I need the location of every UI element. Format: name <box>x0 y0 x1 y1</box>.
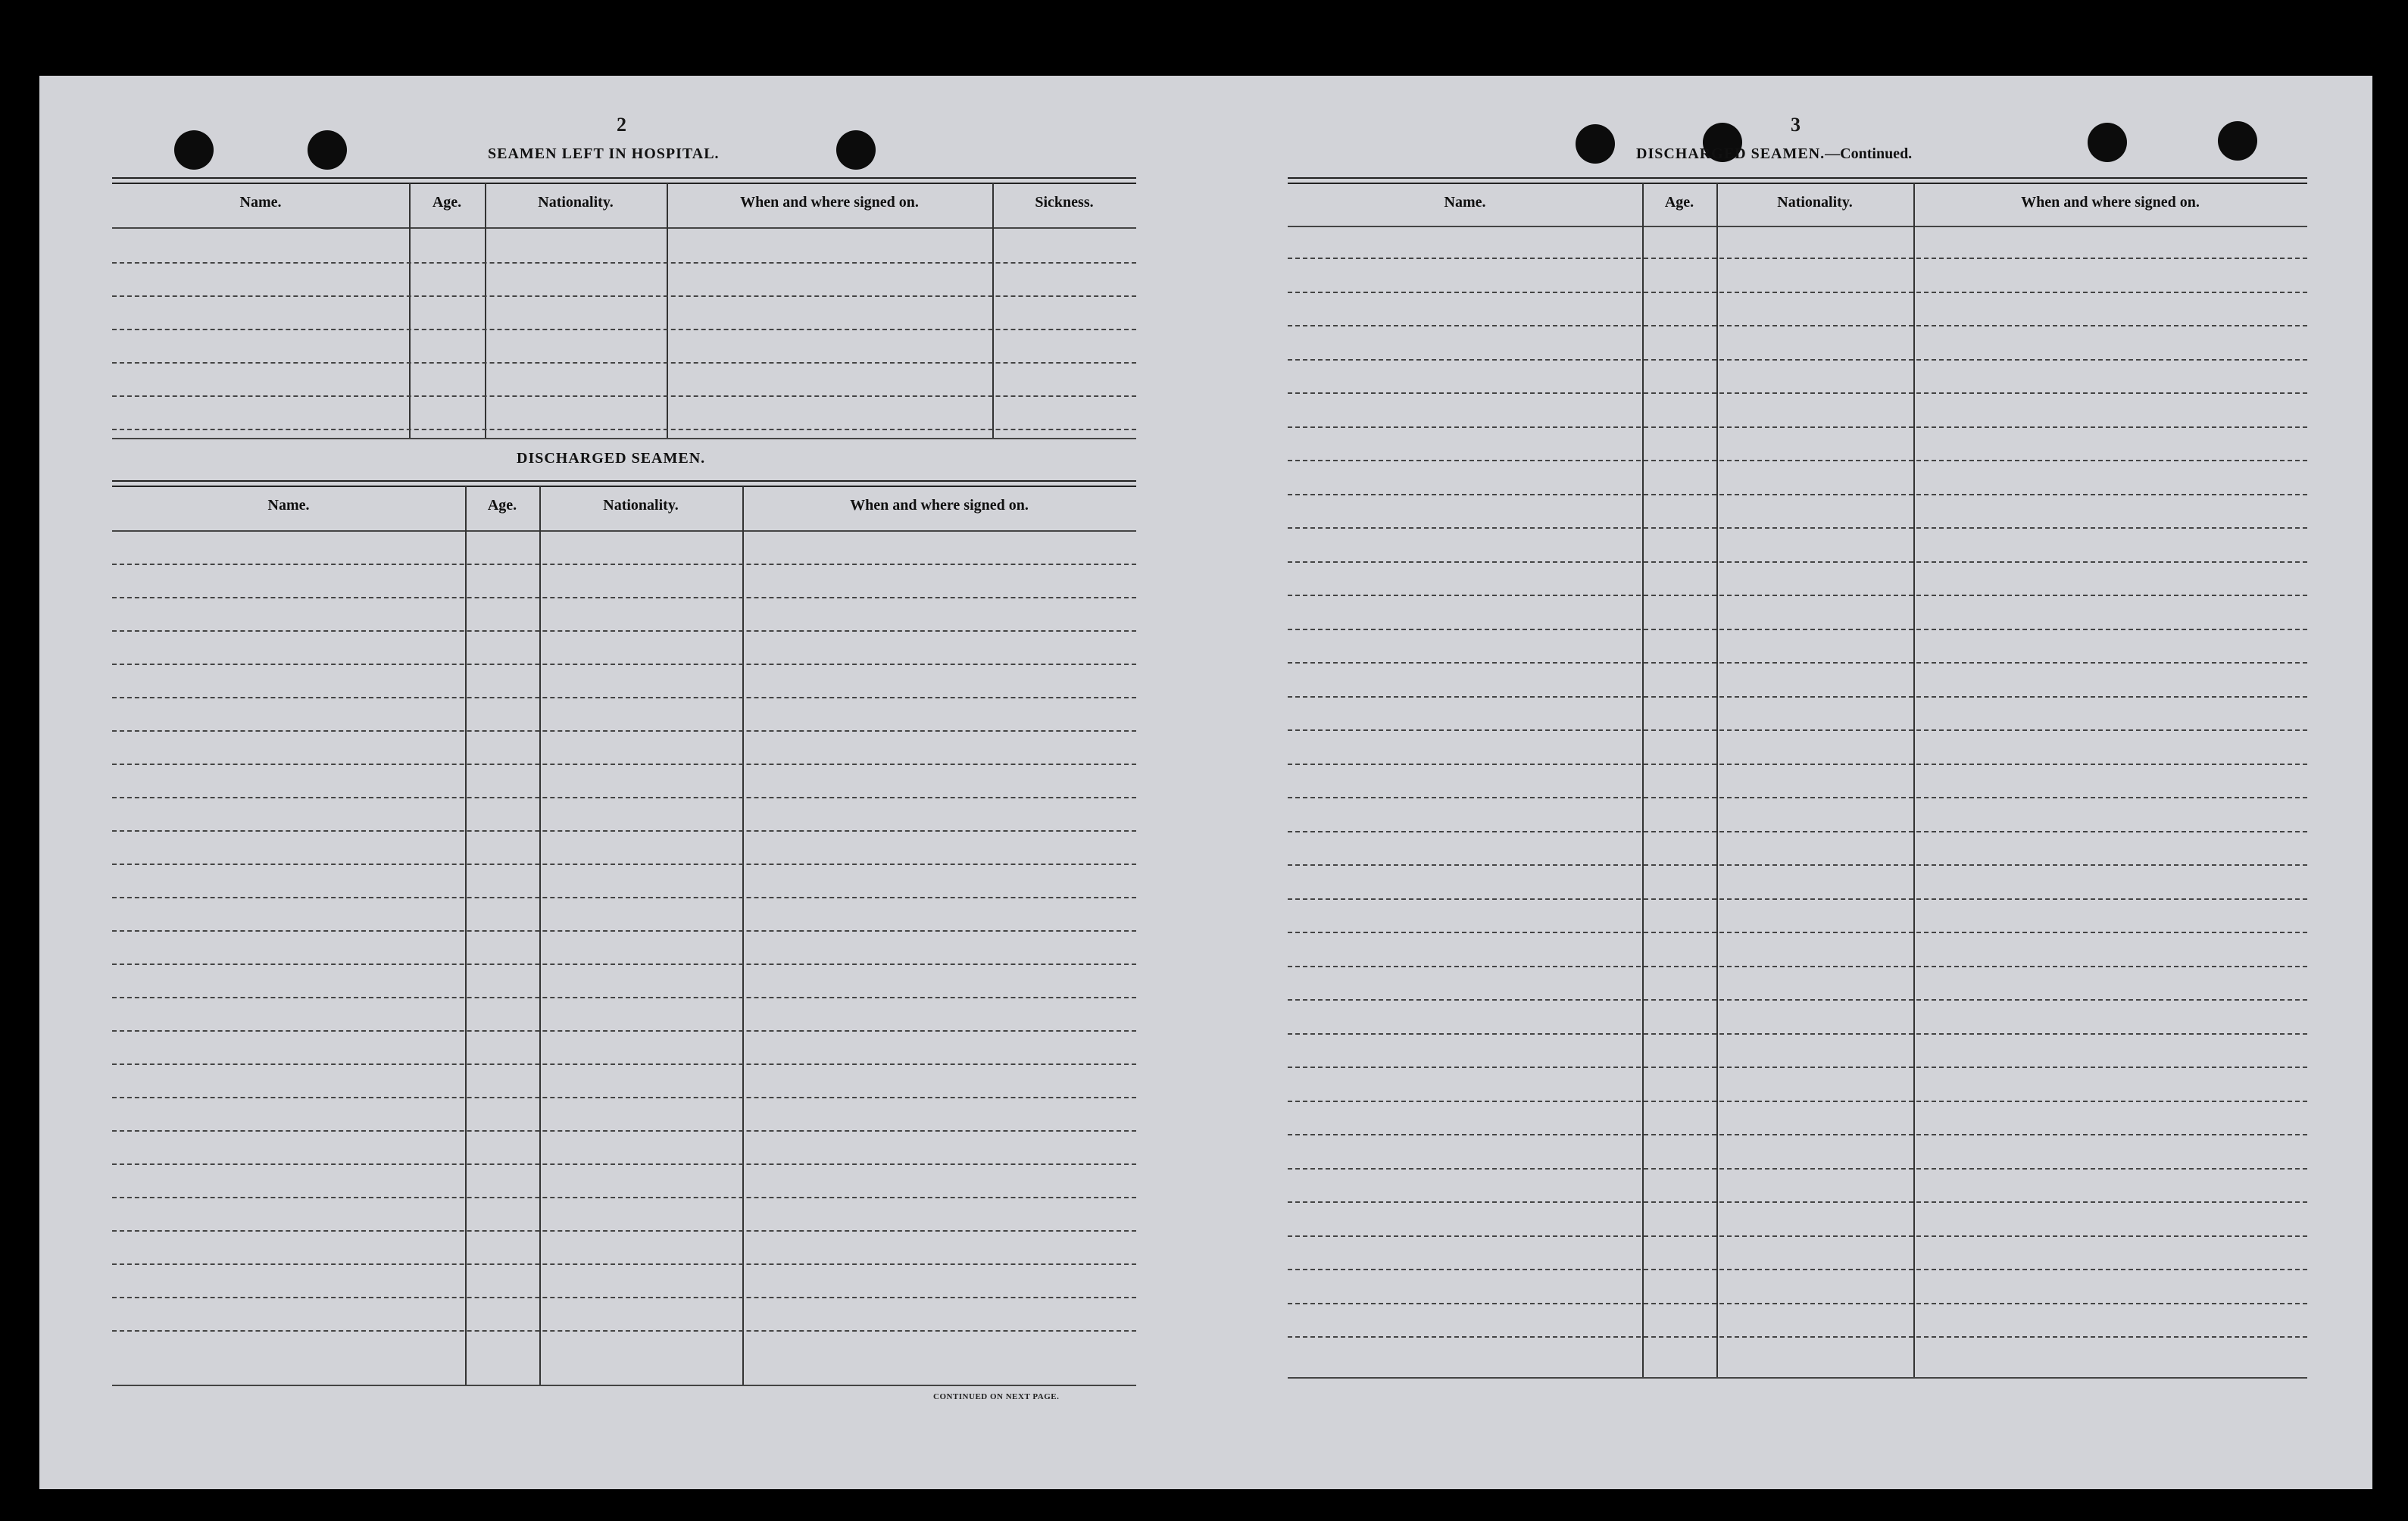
column-divider <box>465 486 467 1385</box>
table-row <box>1288 1033 2307 1035</box>
table-row <box>112 797 1136 798</box>
hospital-section-title: SEAMEN LEFT IN HOSPITAL. <box>488 145 720 162</box>
table-row <box>112 730 1136 732</box>
table-row <box>1288 1067 2307 1068</box>
column-header: Nationality. <box>1777 194 1853 211</box>
table-row <box>112 564 1136 565</box>
rule <box>112 480 1136 482</box>
punch-hole <box>2218 121 2257 161</box>
table-row <box>1288 1134 2307 1135</box>
table-row <box>1288 999 2307 1001</box>
rule <box>1288 183 2307 184</box>
table-row <box>112 1297 1136 1298</box>
table-row <box>112 764 1136 765</box>
column-header: Age. <box>432 194 462 211</box>
column-header: Name. <box>267 497 310 514</box>
table-row <box>1288 595 2307 596</box>
table-row <box>112 897 1136 898</box>
rule <box>1288 177 2307 179</box>
table-row <box>112 1097 1136 1098</box>
table-row <box>1288 797 2307 798</box>
table-row <box>112 1330 1136 1332</box>
column-divider <box>409 183 411 438</box>
column-header: Name. <box>1444 194 1486 211</box>
table-row <box>112 362 1136 364</box>
column-divider <box>1642 183 1644 1377</box>
table-row <box>112 429 1136 430</box>
table-row <box>1288 561 2307 563</box>
column-header: Sickness. <box>1035 194 1094 211</box>
column-divider <box>1913 183 1915 1377</box>
table-bottom-rule <box>112 438 1136 439</box>
table-row <box>112 997 1136 998</box>
continued-suffix: —Continued. <box>1825 145 1913 162</box>
continued-section-title <box>1636 145 1912 163</box>
column-header: Age. <box>487 497 517 514</box>
table-row <box>1288 258 2307 259</box>
continued-note: CONTINUED ON NEXT PAGE. <box>933 1392 1060 1401</box>
table-row <box>1288 359 2307 361</box>
table-row <box>1288 629 2307 630</box>
table-row <box>1288 460 2307 461</box>
column-divider <box>742 486 744 1385</box>
table-row <box>112 1063 1136 1065</box>
punch-hole <box>174 130 214 170</box>
table-row <box>1288 1303 2307 1304</box>
header-rule <box>112 530 1136 532</box>
table-row <box>112 395 1136 397</box>
table-row <box>112 864 1136 865</box>
table-row <box>112 1197 1136 1198</box>
table-row <box>112 964 1136 965</box>
table-row <box>1288 1336 2307 1338</box>
page-number: 3 <box>1791 114 1801 136</box>
table-row <box>112 1163 1136 1165</box>
document-sheet <box>39 76 2372 1489</box>
table-row <box>1288 932 2307 933</box>
table-row <box>112 1230 1136 1232</box>
column-header: Name. <box>239 194 282 211</box>
table-row <box>1288 696 2307 698</box>
table-row <box>112 930 1136 932</box>
table-row <box>112 664 1136 665</box>
rule <box>112 177 1136 179</box>
rule <box>112 486 1136 487</box>
table-row <box>1288 1201 2307 1203</box>
table-row <box>112 1130 1136 1132</box>
table-row <box>112 1263 1136 1265</box>
column-divider <box>992 183 994 438</box>
table-row <box>1288 292 2307 293</box>
column-header: Age. <box>1664 194 1694 211</box>
table-row <box>112 597 1136 598</box>
table-row <box>1288 494 2307 495</box>
table-row <box>112 630 1136 632</box>
column-header: When and where signed on. <box>740 194 919 211</box>
column-divider <box>539 486 541 1385</box>
table-row <box>1288 392 2307 394</box>
table-row <box>112 262 1136 264</box>
page-number: 2 <box>617 114 626 136</box>
punch-hole <box>308 130 347 170</box>
table-row <box>1288 729 2307 731</box>
column-divider <box>1716 183 1718 1377</box>
rule <box>112 183 1136 184</box>
table-row <box>1288 898 2307 900</box>
table-row <box>112 1030 1136 1032</box>
table-row <box>112 329 1136 330</box>
discharged-section-title: DISCHARGED SEAMEN. <box>517 450 706 467</box>
header-rule <box>112 227 1136 229</box>
column-divider <box>485 183 486 438</box>
punch-hole <box>836 130 876 170</box>
table-row <box>1288 864 2307 866</box>
table-row <box>1288 426 2307 428</box>
table-row <box>1288 527 2307 529</box>
table-row <box>112 697 1136 698</box>
header-rule <box>1288 226 2307 227</box>
table-row <box>1288 831 2307 832</box>
table-row <box>1288 764 2307 765</box>
table-row <box>112 830 1136 832</box>
table-row <box>1288 1168 2307 1170</box>
table-row <box>1288 1235 2307 1237</box>
table-bottom-rule <box>112 1385 1136 1386</box>
punch-hole <box>2088 123 2127 162</box>
column-header: When and where signed on. <box>2021 194 2200 211</box>
punch-hole <box>1576 124 1615 164</box>
column-header: Nationality. <box>538 194 614 211</box>
table-row <box>112 295 1136 297</box>
table-row <box>1288 1101 2307 1102</box>
column-header: When and where signed on. <box>850 497 1029 514</box>
column-header: Nationality. <box>603 497 679 514</box>
table-row <box>1288 1269 2307 1270</box>
table-row <box>1288 966 2307 967</box>
table-row <box>1288 662 2307 664</box>
column-divider <box>667 183 668 438</box>
table-bottom-rule <box>1288 1377 2307 1379</box>
table-row <box>1288 325 2307 326</box>
section-title-text: DISCHARGED SEAMEN. <box>1636 145 1826 162</box>
